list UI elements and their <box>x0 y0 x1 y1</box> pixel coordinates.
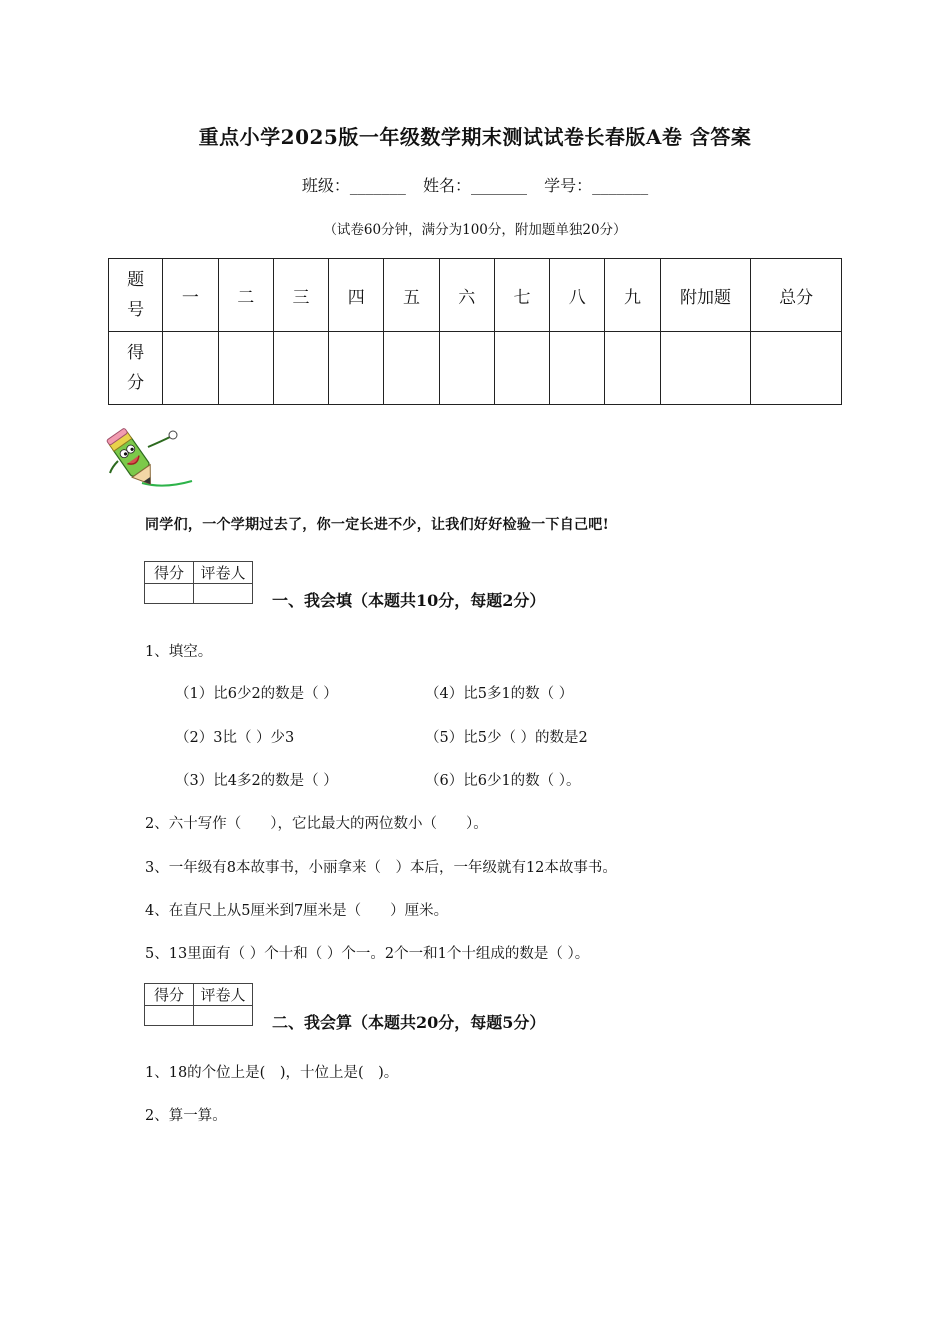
grader-reviewer-cell[interactable] <box>194 584 253 604</box>
column-header: 总分 <box>751 259 842 332</box>
grader-reviewer-cell[interactable] <box>194 1006 253 1026</box>
fill-item-5: （5）比5少（ ）的数是2 <box>425 730 588 746</box>
grader-reviewer-label: 评卷人 <box>194 562 253 584</box>
fill-item-6: （6）比6少1的数（ ）。 <box>425 773 581 789</box>
grader-score-label: 得分 <box>145 984 194 1006</box>
class-field[interactable]: 班级：_______ <box>301 176 406 195</box>
row-head-char: 分 <box>127 373 145 393</box>
fill-item-4: （4）比5多1的数（ ） <box>425 686 574 702</box>
grader-box <box>144 561 253 604</box>
score-cell[interactable] <box>384 332 439 405</box>
row-head-score <box>109 332 163 405</box>
column-header: 八 <box>550 259 605 332</box>
question-4: 4、在直尺上从5厘米到7厘米是（ ）厘米。 <box>145 903 449 919</box>
score-cell[interactable] <box>751 332 842 405</box>
question-5: 5、13里面有（ ）个十和（ ）个一。2个一和1个十组成的数是（ ）。 <box>145 946 590 962</box>
score-cell[interactable] <box>273 332 328 405</box>
row-head-char: 得 <box>127 343 145 363</box>
pencil-mascot-icon <box>104 423 194 495</box>
score-table-header-row <box>109 259 842 332</box>
question-2: 2、六十写作（ ），它比最大的两位数小（ ）。 <box>145 816 488 832</box>
score-cell[interactable] <box>439 332 494 405</box>
row-head-char: 题 <box>127 270 145 290</box>
calc-question-2: 2、算一算。 <box>145 1108 227 1124</box>
grader-reviewer-label: 评卷人 <box>194 984 253 1006</box>
column-header: 五 <box>384 259 439 332</box>
column-header: 六 <box>439 259 494 332</box>
grader-box <box>144 983 253 1026</box>
column-header: 三 <box>273 259 328 332</box>
score-cell[interactable] <box>163 332 218 405</box>
score-cell[interactable] <box>605 332 660 405</box>
score-cell[interactable] <box>550 332 605 405</box>
fill-item-1: （1）比6少2的数是（ ） <box>175 686 338 702</box>
column-header: 一 <box>163 259 218 332</box>
question-1: 1、填空。 <box>145 644 213 660</box>
column-header: 四 <box>329 259 384 332</box>
intro-text: 同学们，一个学期过去了，你一定长进不少，让我们好好检验一下自己吧! <box>145 517 610 533</box>
name-field[interactable]: 姓名：_______ <box>422 176 527 195</box>
score-cell[interactable] <box>329 332 384 405</box>
row-head-question-number <box>109 259 163 332</box>
score-table <box>108 258 842 405</box>
student-id-field[interactable]: 学号：_______ <box>544 176 649 195</box>
score-table-score-row <box>109 332 842 405</box>
calc-question-1: 1、18的个位上是( )，十位上是( )。 <box>145 1065 399 1081</box>
row-head-char: 号 <box>127 300 145 320</box>
fill-item-3: （3）比4多2的数是（ ） <box>175 773 338 789</box>
fill-item-2: （2）3比（ ）少3 <box>175 730 295 746</box>
exam-title: 重点小学2025版一年级数学期末测试试卷长春版A卷 含答案 <box>198 125 752 149</box>
score-cell[interactable] <box>218 332 273 405</box>
score-cell[interactable] <box>494 332 549 405</box>
exam-note: （试卷60分钟，满分为100分，附加题单独20分） <box>323 222 627 238</box>
grader-score-cell[interactable] <box>145 584 194 604</box>
grader-score-label: 得分 <box>145 562 194 584</box>
column-header: 附加题 <box>660 259 751 332</box>
column-header: 九 <box>605 259 660 332</box>
column-header: 七 <box>494 259 549 332</box>
grader-score-cell[interactable] <box>145 1006 194 1026</box>
section-1-title: 一、我会填（本题共10分，每题2分） <box>272 591 546 610</box>
question-3: 3、一年级有8本故事书，小丽拿来（ ）本后，一年级就有12本故事书。 <box>145 860 617 876</box>
section-2-title: 二、我会算（本题共20分，每题5分） <box>272 1013 546 1032</box>
score-cell[interactable] <box>660 332 751 405</box>
column-header: 二 <box>218 259 273 332</box>
student-info-line <box>0 173 950 196</box>
